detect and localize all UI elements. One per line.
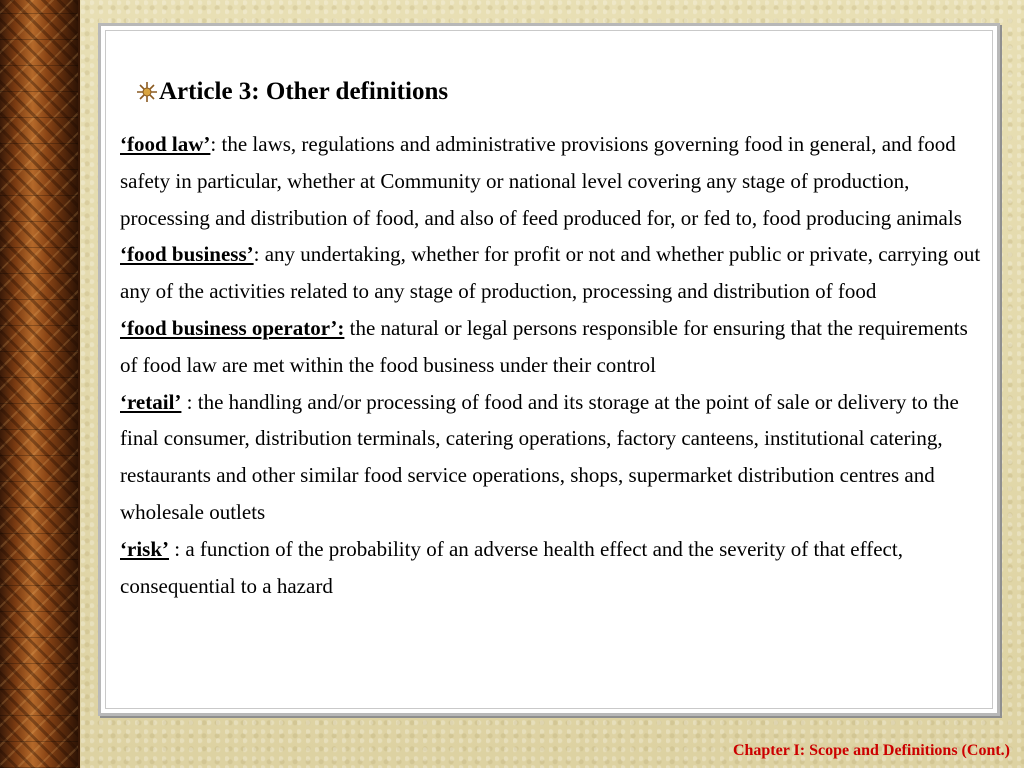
wood-sidebar-decoration xyxy=(0,0,80,768)
definition-food-business-operator xyxy=(120,310,990,384)
definition-text: the handling and/or processing of food and its storage at the point of sale or delivery to the final consumer, distribution terminals, catering operations, factory canteens, institutional catering, restaurants and other similar food service operations, shops, supermarket distribution centres and wholesale outlets xyxy=(120,389,959,524)
definition-text: the natural or legal persons responsible for ensuring that the requirements of food law are met within the food business under their control xyxy=(120,315,968,377)
definition-term: ‘food business’ xyxy=(120,242,254,267)
definition-term: ‘food business operator’: xyxy=(120,315,345,340)
definition-food-law xyxy=(120,126,990,236)
definition-term: ‘retail’ xyxy=(120,389,182,414)
slide-title-row xyxy=(136,74,448,110)
definition-separator: : xyxy=(169,536,186,561)
definition-text: any undertaking, whether for profit or not and whether public or private, carrying out any of the activities related to any stage of production, processing and distribution of food xyxy=(120,242,981,304)
definition-risk xyxy=(120,531,990,605)
slide-title: Article 3: Other definitions xyxy=(159,78,449,105)
definition-separator: : xyxy=(253,242,265,267)
starburst-bullet-icon xyxy=(136,81,158,103)
definitions-body xyxy=(120,126,990,604)
definition-separator: : xyxy=(210,132,222,156)
definition-term: ‘food law’ xyxy=(120,132,211,156)
definition-retail xyxy=(120,384,990,531)
definition-text: the laws, regulations and administrative provisions governing food in general, and food safety in particular, whether at Community or national level covering any stage of production, processing and distribution of food, and also of feed produced for, or fed to, food producing animals xyxy=(120,132,962,230)
definition-separator: : xyxy=(181,389,198,414)
definition-text: a function of the probability of an adverse health effect and the severity of that effect, consequential to a hazard xyxy=(120,536,903,598)
definition-food-business xyxy=(120,236,990,310)
chapter-footer: Chapter I: Scope and Definitions (Cont.) xyxy=(732,742,1010,759)
definition-term: ‘risk’ xyxy=(120,536,169,561)
